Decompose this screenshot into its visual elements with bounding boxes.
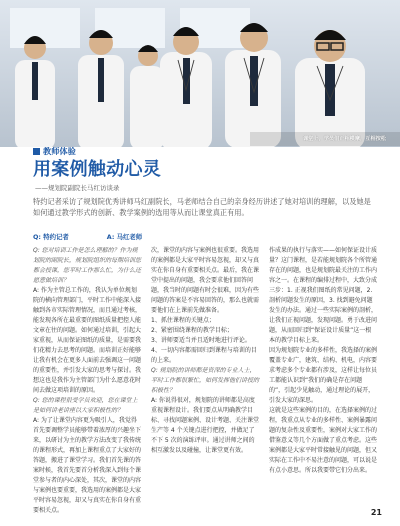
article-lead: 特约记者采访了规划院优秀讲师马红副院长，马老师结合自己的亲身经历讲述了她对培训的理解，以及她是如何通过教学形式的创新、教学案例的选用等从而让课堂真正有用。 bbox=[33, 197, 371, 217]
list-item: 4、一切内容都需回归到课程与培训的目的上来。 bbox=[151, 347, 257, 364]
answer-paragraph: A: 你说得很对，规划院的讲师都是高度重视课程设计。我们要点从明确教学目标、寻找问题案例、设计考题、关注课堂生产等 4 个关键点进行把控，并做足了不下 5 次的演练评审。通过讲师之间的相互激发以及碰撞，让课堂更有效。 bbox=[151, 397, 260, 454]
body-paragraph: 这就是这些案例的目的，在选择案例的过程，我重点从专业的多样性、案例暴露问题的复杂性及重要性，案例对大家工作的借鉴意义等几个方面做了重点考虑。这些案例都是大家平时常接触见的问题，但又实际在工作中不易注意的问题，可以说是有点小意思。所以我要带它们分出来。 bbox=[269, 407, 378, 474]
page-number: 21 bbox=[370, 508, 382, 517]
article-column-2 bbox=[151, 246, 259, 456]
photo-caption: 课堂上，学员们正相模摩，互相按松 bbox=[302, 136, 386, 142]
list-item: 2、紧密围绕课程的教学目标； bbox=[151, 327, 233, 334]
qa-a-label: A: 马红老师 bbox=[106, 233, 143, 241]
answer-paragraph: A: 作为主管总工作的，我认为单位规划院的横向管理部门，平时工作中能深入接触到各市实际管理情况，而且通过考核，能发现各所在最重要的图纸质量把控人能文章在往的问题。如何通过培训，引起大家重视，从而保证图纸的质量，是需要我们花精力去思考的问题。而培训正好能够让我有机会在更多人面前去强调这一问题的重要性，并引发大家的思考与探讨。我想这也是我作为主管部门为什么愿意花时间去做这项培训的原因。 bbox=[33, 287, 142, 394]
article-column-3 bbox=[269, 246, 377, 476]
article-title: 用案例触动心灵 bbox=[33, 159, 162, 180]
question-paragraph: Q: 您对培训工作是怎么理解的？作为规划院的副院长，规划院组织的每期培训您都会授课，您平时工作那么忙，为什么还愿意做培训？ bbox=[33, 247, 142, 284]
header-photo bbox=[0, 0, 400, 147]
section-label-text: 教师体验 bbox=[43, 146, 76, 156]
training-photo-illustration bbox=[0, 0, 400, 147]
answer-paragraph: A: 为了让课堂内容更为吸引人，我觉得首先要调整学员能够带着浓厚的兴趣坐下来，以研讨为主的教学方法改变了我传统的课程形式，再加上课程重点了大家好的答题，搬进了课堂学习。我们首先课的答案时候，我首先要首分析我深入到每个课堂参与者的内心深处，其次，课堂的内容与案例也要重要，我选用的案例都是大家平时容易忽视，却又与真实在你自身有重要相关点。 bbox=[33, 417, 142, 514]
section-square-icon bbox=[33, 148, 40, 155]
body-paragraph: 次，课堂的内容与案例也很重要。我选用的案例都是大家平时容易忽视，却又与真实在你自身有重要相关点。最后，我在课堂中提出的问题，我会要求他们回答问题，我当时的问题有时会很难，因为有些问题的答案是不容易回答的，那么也就需要他们在上课前先做准备。 bbox=[151, 247, 260, 314]
section-label bbox=[33, 146, 76, 156]
question-paragraph: Q: 规划院的讲师都是资深的专业人士，平时工作都很繁忙，如何发挥他们讲授的积极性？ bbox=[151, 367, 260, 394]
question-paragraph: Q: 您的课程很受学员欢迎，您在课堂上是如何讲老讲座以大家积极性的？ bbox=[33, 397, 138, 414]
article-subtitle: ——规划院副院长马红访谈录 bbox=[35, 184, 120, 192]
body-paragraph: 因为规划院专业的多样性，我选择的案例覆盖专业广，建筑、结构、机电，内容要求考虑多个专业都有涉及，这样让每位员工都能认识到“我们的确是存在问题的”，引起少见触动，通过理论的展开，引发大家的深思。 bbox=[269, 347, 378, 404]
list-item: 3、讲师要适当并且适时地进行评论。 bbox=[151, 337, 251, 344]
qa-q-label: Q: 特约记者 bbox=[33, 233, 69, 241]
article-column-1 bbox=[33, 246, 141, 516]
qa-legend bbox=[33, 232, 142, 242]
list-item: 1、抓住课程的关键点； bbox=[151, 317, 215, 324]
body-paragraph: 作成果的执行与落实——如何保证设计质量？这门课程，是若能规划院各个所管通存在的问题，也是规划院最关注的工作内容之一。在课程的编排过程中，大致分成三步：1. 正视我们图纸的常见问题，2. 剖析问题发生的原因，3. 找到避免问题发生的办法。通过一些实际案例的剖析，让我们正视问题，发现问题。勇于改进问题，从而回归到“保证设计质量”这一根本的教学目标上来。 bbox=[269, 247, 378, 344]
